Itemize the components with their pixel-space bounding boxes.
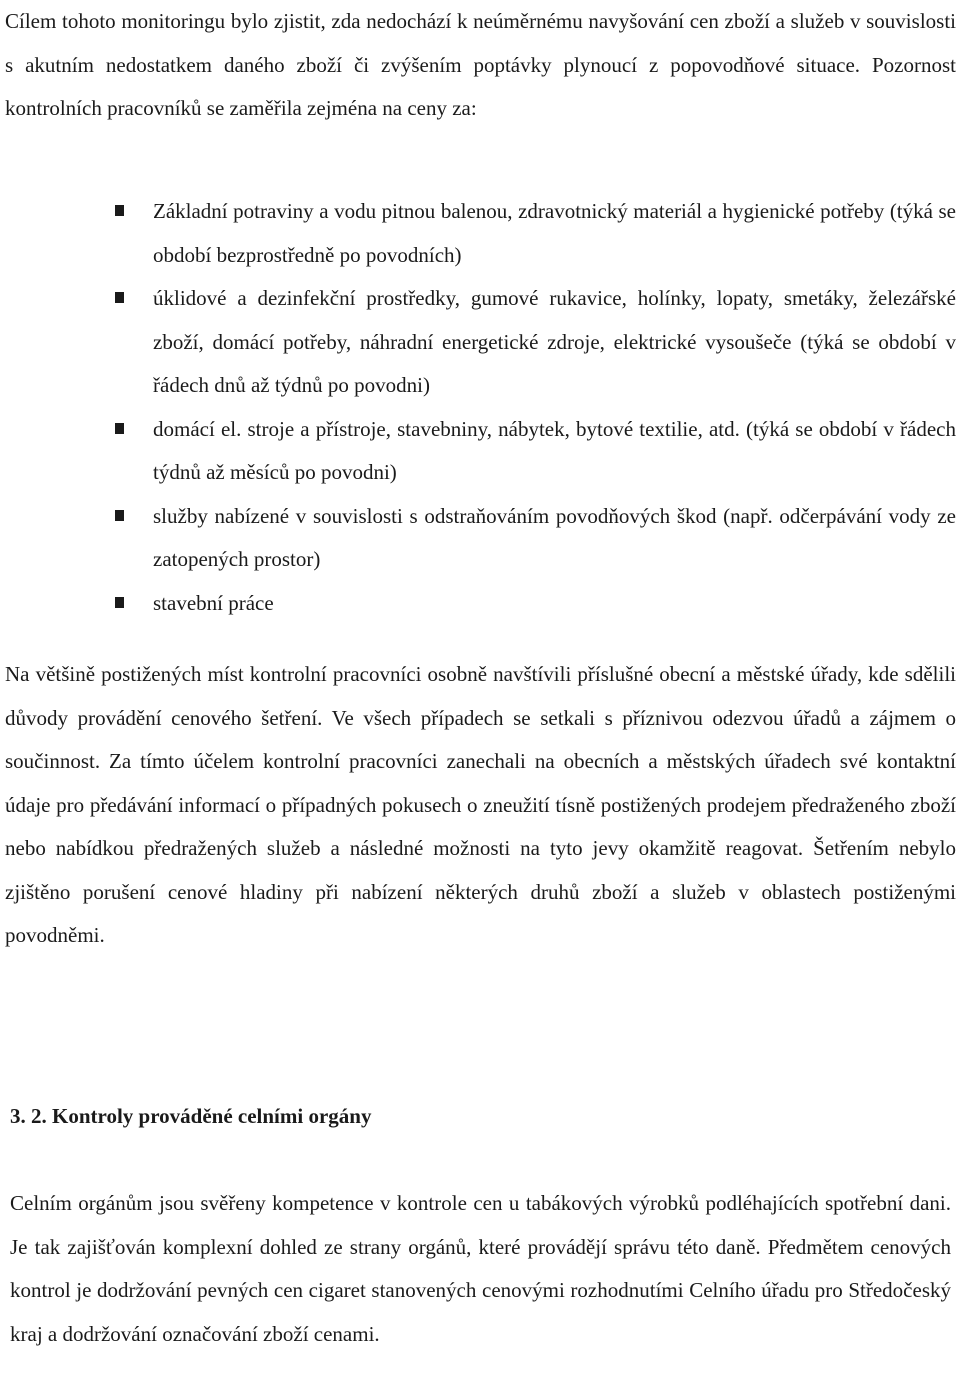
list-item [0, 408, 960, 495]
body-paragraph: Celním orgánům jsou svěřeny kompetence v kontrole cen u tabákových výrobků podléhajících spotřební dani. Je tak zajišťován komplexní dohled ze strany orgánů, které provádějí správu této daně. Předmětem cenových kontrol je dodržování pevných cen cigaret stanovených cenovými rozhodnutími Celního úřadu pro Středočeský kraj a dodržování označování zboží cenami. [10, 1191, 951, 1346]
list-item-text: Základní potraviny a vodu pitnou balenou, zdravotnický materiál a hygienické potřeby (týká se období bezprostředně po povodních) [153, 199, 956, 267]
square-bullet-icon [115, 292, 124, 303]
list-item [0, 190, 960, 277]
list-item-text: domácí el. stroje a přístroje, stavebniny, nábytek, bytové textilie, atd. (týká se období v řádech týdnů až měsíců po povodni) [153, 416, 956, 484]
square-bullet-icon [115, 510, 124, 521]
list-item [0, 277, 960, 408]
list-item-text: stavební práce [153, 590, 274, 615]
square-bullet-icon [115, 205, 124, 216]
square-bullet-icon [115, 423, 124, 434]
list-item-text: úklidové a dezinfekční prostředky, gumové rukavice, holínky, lopaty, smetáky, železářské zboží, domácí potřeby, náhradní energetické zdroje, elektrické vysoušeče (týká se období v řádech dnů až týdnů po povodni) [153, 286, 956, 397]
section-heading: 3. 2. Kontroly prováděné celními orgány [10, 1104, 372, 1128]
square-bullet-icon [115, 597, 124, 608]
intro-paragraph: Cílem tohoto monitoringu bylo zjistit, zda nedochází k neúměrnému navyšování cen zboží a služeb v souvislosti s akutním nedostatkem daného zboží či zvýšením poptávky plynoucí z popovodňové situace. Pozornost kontrolních pracovníků se zaměřila zejména na ceny za: [5, 9, 956, 120]
bullet-list [0, 190, 960, 625]
list-item [0, 582, 960, 626]
list-item-text: služby nabízené v souvislosti s odstraňováním povodňových škod (např. odčerpávání vody ze zatopených prostor) [153, 503, 956, 571]
list-item [0, 495, 960, 582]
body-paragraph: Na většině postižených míst kontrolní pracovníci osobně navštívili příslušné obecní a městské úřady, kde sdělili důvody provádění cenového šetření. Ve všech případech se setkali s příznivou odezvou úřadů a zájmem o součinnost. Za tímto účelem kontrolní pracovníci zanechali na obecních a městských úřadech své kontaktní údaje pro předávání informací o případných pokusech o zneužití tísně postižených prodejem předraženého zboží nebo nabídkou předražených služeb a následné možnosti na tyto jevy okamžitě reagovat. Šetřením nebylo zjištěno porušení cenové hladiny při nabízení některých druhů zboží a služeb v oblastech postiženými povodněmi. [5, 662, 956, 947]
